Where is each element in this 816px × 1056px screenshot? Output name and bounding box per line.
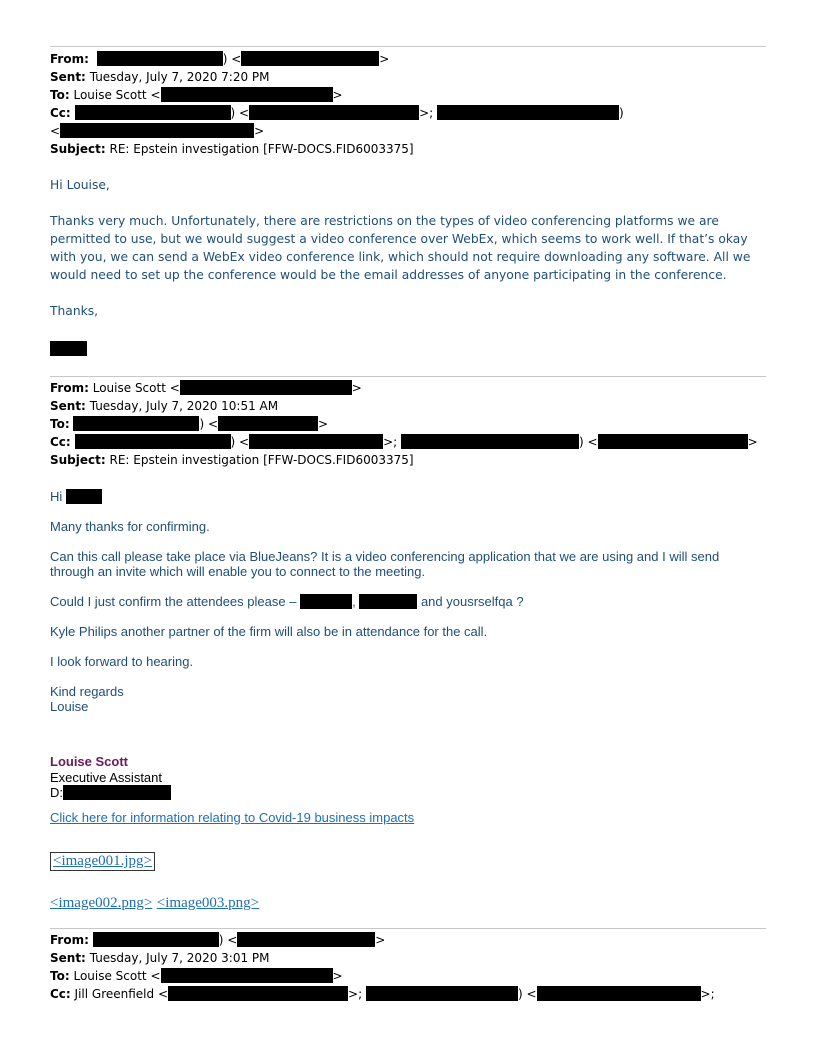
- redaction-block: [161, 87, 333, 102]
- email2-sent-line: [50, 397, 278, 415]
- redaction-block: [249, 434, 383, 449]
- punct: <: [50, 124, 61, 138]
- sent-label: Sent:: [50, 951, 86, 965]
- punct: ,: [352, 594, 356, 609]
- email2-line1: Many thanks for confirming.: [50, 519, 210, 534]
- redaction-block: [218, 416, 318, 431]
- email1-from-line: [50, 50, 389, 68]
- from-label: From:: [50, 52, 89, 66]
- to-label: To:: [50, 88, 70, 102]
- redaction-block: [437, 105, 619, 120]
- sent-date: Tuesday, July 7, 2020 10:51 AM: [89, 399, 279, 413]
- signature-title: Executive Assistant: [50, 770, 162, 785]
- redaction-block: [401, 434, 579, 449]
- sent-date: Tuesday, July 7, 2020 3:01 PM: [89, 951, 270, 965]
- punct: >: [379, 52, 390, 66]
- email3-cc-line: [50, 985, 715, 1003]
- image002-attachment-link[interactable]: <image002.png>: [50, 895, 153, 911]
- punct: ) <: [218, 933, 238, 947]
- to-label: To:: [50, 417, 70, 431]
- signature-name: Louise Scott: [50, 754, 129, 769]
- email1-body: Thanks very much. Unfortunately, there are restrictions on the types of video conferencing platforms we are permitted to use, but we would suggest a video conference over WebEx, which seems to work well. If that’s okay with you, we can send a WebEx video conference link, which should not require downloading any software. All we would need to set up the conference would be the email addresses of anyone participating in the conference.: [50, 214, 751, 282]
- subject-label: Subject:: [50, 142, 106, 156]
- separator-rule: [50, 46, 766, 47]
- punct: ): [619, 106, 624, 120]
- email2-line3: [50, 594, 524, 609]
- punct: ) <: [230, 106, 250, 120]
- punct: >: [254, 124, 265, 138]
- signature-phone: [50, 785, 171, 800]
- signature-redaction: [50, 341, 87, 356]
- subject-text: RE: Epstein investigation [FFW-DOCS.FID6003375]: [109, 453, 414, 467]
- punct: >;: [348, 987, 363, 1001]
- from-sender: Louise Scott <: [92, 381, 180, 395]
- redaction-block: [241, 51, 379, 66]
- redaction-block: [75, 105, 231, 120]
- punct: ) <: [517, 987, 537, 1001]
- email2-signoff: Louise: [50, 699, 89, 714]
- redaction-block: [60, 123, 254, 138]
- email1-cc-line2: [50, 122, 264, 140]
- email3-to-line: [50, 967, 343, 985]
- punct: >;: [419, 106, 434, 120]
- subject-label: Subject:: [50, 453, 106, 467]
- email2-cc-line: [50, 433, 758, 451]
- redaction-block: [161, 968, 333, 983]
- email2-line5: I look forward to hearing.: [50, 654, 194, 669]
- punct: ) <: [222, 52, 242, 66]
- sent-date: Tuesday, July 7, 2020 7:20 PM: [89, 70, 270, 84]
- attendees-text-end: and yousrselfqa ?: [420, 594, 524, 609]
- sent-label: Sent:: [50, 70, 86, 84]
- email1-subject-line: [50, 140, 414, 158]
- cc-label: Cc:: [50, 435, 71, 449]
- punct: >: [351, 381, 362, 395]
- punct: >: [747, 435, 758, 449]
- redaction-block: [63, 785, 171, 800]
- cc-label: Cc:: [50, 987, 71, 1001]
- redaction-block: [75, 434, 231, 449]
- separator-rule: [50, 376, 766, 377]
- to-recipient: Louise Scott <: [73, 969, 161, 983]
- email1-to-line: [50, 86, 343, 104]
- redaction-block: [73, 416, 199, 431]
- redaction-block: [237, 932, 375, 947]
- cc-recipient: Jill Greenfield <: [74, 987, 169, 1001]
- redaction-block: [97, 51, 223, 66]
- cc-label: Cc:: [50, 106, 71, 120]
- covid-info-link[interactable]: Click here for information relating to Covid-19 business impacts: [50, 810, 415, 825]
- punct: >;: [700, 987, 715, 1001]
- punct: >: [318, 417, 329, 431]
- email2-from-line: [50, 379, 362, 397]
- punct: ) <: [579, 435, 598, 449]
- punct: >: [332, 88, 343, 102]
- greeting-text: Hi: [50, 489, 63, 504]
- image001-attachment-link[interactable]: <image001.jpg>: [50, 852, 155, 871]
- redaction-block: [66, 489, 102, 504]
- redaction-block: [359, 594, 417, 609]
- redaction-block: [598, 434, 748, 449]
- email2-line2: Can this call please take place via BlueJeans? It is a video conferencing application that we are using and I will send through an invite which will enable you to connect to the meeting.: [50, 549, 720, 579]
- email1-closing: Thanks,: [50, 304, 99, 318]
- subject-text: RE: Epstein investigation [FFW-DOCS.FID6003375]: [109, 142, 414, 156]
- redaction-block: [93, 932, 219, 947]
- to-label: To:: [50, 969, 70, 983]
- image-links-row: [50, 894, 259, 912]
- redaction-block: [249, 105, 419, 120]
- email2-greeting: [50, 489, 102, 504]
- email2-to-line: [50, 415, 328, 433]
- email1-sent-line: [50, 68, 270, 86]
- from-label: From:: [50, 933, 89, 947]
- phone-label: D:: [50, 785, 63, 800]
- email3-sent-line: [50, 949, 270, 967]
- to-recipient: Louise Scott <: [73, 88, 161, 102]
- redaction-block: [300, 594, 352, 609]
- redaction-block: [168, 986, 348, 1001]
- attendees-text: Could I just confirm the attendees please –: [50, 594, 297, 609]
- email2-kind-regards: Kind regards: [50, 684, 124, 699]
- punct: >: [332, 969, 343, 983]
- from-label: From:: [50, 381, 89, 395]
- redaction-block: [180, 380, 352, 395]
- sent-label: Sent:: [50, 399, 86, 413]
- separator-rule: [50, 928, 766, 929]
- punct: ) <: [230, 435, 250, 449]
- email1-greeting: Hi Louise,: [50, 178, 110, 192]
- redaction-block: [537, 986, 701, 1001]
- redaction-block: [366, 986, 518, 1001]
- punct: >;: [383, 435, 398, 449]
- email1-cc-line: [50, 104, 624, 122]
- email3-from-line: [50, 931, 385, 949]
- image003-attachment-link[interactable]: <image003.png>: [156, 895, 260, 911]
- punct: >: [375, 933, 386, 947]
- punct: ) <: [199, 417, 219, 431]
- email2-line4: Kyle Philips another partner of the firm will also be in attendance for the call.: [50, 624, 488, 639]
- email2-subject-line: [50, 451, 414, 469]
